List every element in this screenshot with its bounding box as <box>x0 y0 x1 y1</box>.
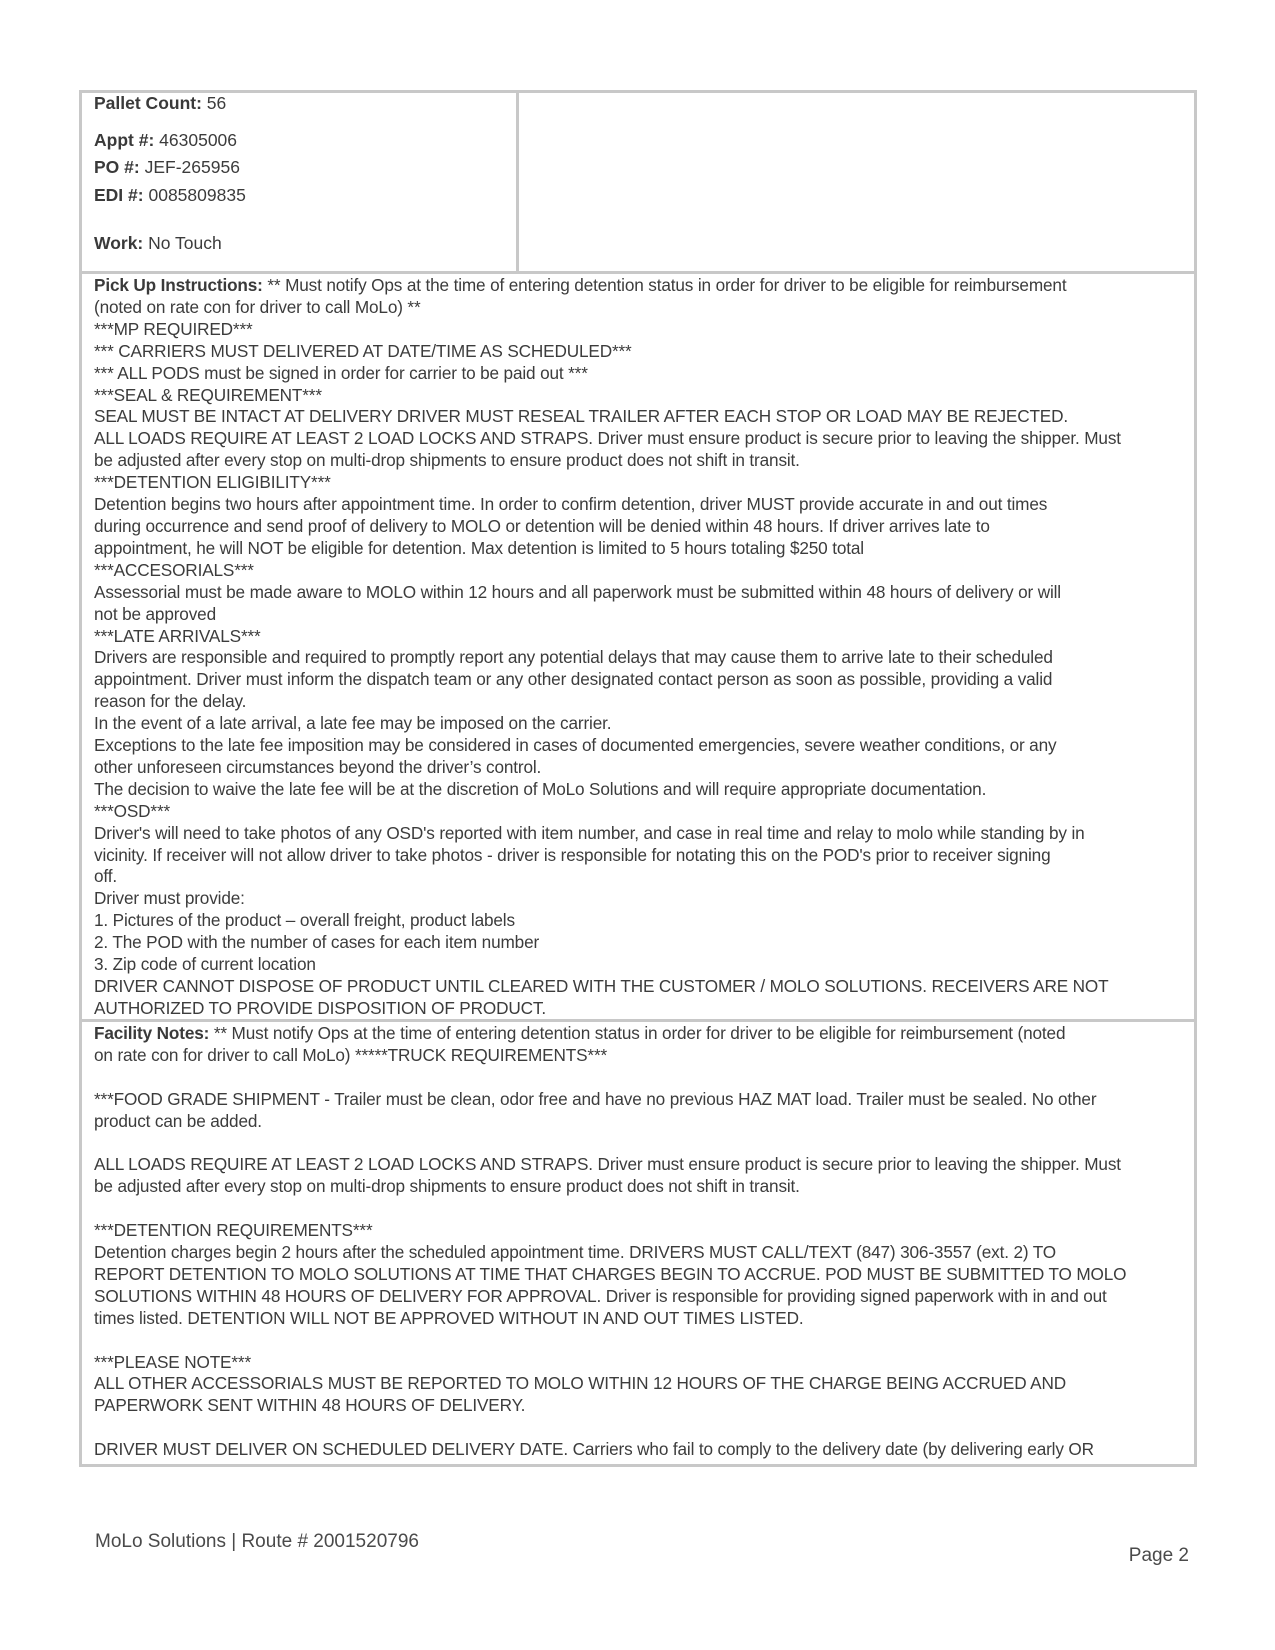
pickup-line: *** ALL PODS must be signed in order for carrier to be paid out *** <box>94 362 588 383</box>
pickup-line: Driver's will need to take photos of any OSD's reported with item number, and case in real time and relay to molo while standing by in <box>94 822 1085 843</box>
work-label: Work: <box>94 233 144 253</box>
pickup-line: not be approved <box>94 603 216 624</box>
pickup-lines <box>94 297 1190 1020</box>
work-type <box>94 233 222 254</box>
facility-line <box>94 1198 1190 1220</box>
facility-line: ***DETENTION REQUIREMENTS*** <box>94 1220 373 1241</box>
pickup-line: 3. Zip code of current location <box>94 954 316 975</box>
pickup-line: during occurrence and send proof of delivery to MOLO or detention will be denied within 48 hours. If driver arrives late to <box>94 515 990 536</box>
facility-line: ***FOOD GRADE SHIPMENT - Trailer must be clean, odor free and have no previous HAZ MAT load. Trailer must be sealed. No other <box>94 1088 1097 1109</box>
pickup-line: 1. Pictures of the product – overall freight, product labels <box>94 910 515 931</box>
load-details-table <box>79 90 1197 1467</box>
pickup-line: (noted on rate con for driver to call MoLo) ** <box>94 296 421 317</box>
pickup-line: ***DETENTION ELIGIBILITY*** <box>94 472 331 493</box>
pickup-line: 2. The POD with the number of cases for each item number <box>94 932 540 953</box>
appt-value: 46305006 <box>159 130 238 150</box>
po-number <box>94 157 240 178</box>
footer-route: MoLo Solutions | Route # 2001520796 <box>95 1531 419 1552</box>
pickup-line: Drivers are responsible and required to promptly report any potential delays that may cause them to arrive late to their scheduled <box>94 647 1053 668</box>
facility-lines <box>94 1045 1190 1461</box>
edi-label: EDI #: <box>94 185 144 205</box>
pickup-line: appointment. Driver must inform the dispatch team or any other designated contact person as soon as possible, providing a valid <box>94 669 1053 690</box>
pickup-line: ***SEAL & REQUIREMENT*** <box>94 384 322 405</box>
empty-cell <box>519 93 1194 271</box>
facility-line <box>94 1133 1190 1155</box>
facility-line <box>94 1330 1190 1352</box>
pickup-line: ALL LOADS REQUIRE AT LEAST 2 LOAD LOCKS AND STRAPS. Driver must ensure product is secure prior to leaving the shipper. Must <box>94 428 1121 449</box>
facility-line: on rate con for driver to call MoLo) *****TRUCK REQUIREMENTS*** <box>94 1044 608 1065</box>
facility-line: PAPERWORK SENT WITHIN 48 HOURS OF DELIVERY. <box>94 1395 526 1416</box>
pallet-count-label: Pallet Count: <box>94 93 202 113</box>
facility-first-text: ** Must notify Ops at the time of entering detention status in order for driver to be eligible for reimbursement (noted <box>209 1023 1066 1043</box>
facility-line: SOLUTIONS WITHIN 48 HOURS OF DELIVERY FOR APPROVAL. Driver is responsible for providing signed paperwork with in and out <box>94 1285 1107 1306</box>
pallet-count <box>94 93 226 114</box>
pickup-line: ***MP REQUIRED*** <box>94 318 253 339</box>
facility-line: REPORT DETENTION TO MOLO SOLUTIONS AT TIME THAT CHARGES BEGIN TO ACCRUE. POD MUST BE SUBMITTED TO MOLO <box>94 1263 1127 1284</box>
pickup-line: vicinity. If receiver will not allow driver to take photos - driver is responsible for notating this on the POD's prior to receiver signing <box>94 844 1051 865</box>
pickup-line: DRIVER CANNOT DISPOSE OF PRODUCT UNTIL CLEARED WITH THE CUSTOMER / MOLO SOLUTIONS. RECEIVERS ARE NOT <box>94 976 1109 996</box>
pickup-line: be adjusted after every stop on multi-drop shipments to ensure product does not shift in transit. <box>94 450 800 471</box>
pickup-line: AUTHORIZED TO PROVIDE DISPOSITION OF PRODUCT. <box>94 997 546 1018</box>
po-value: JEF-265956 <box>144 157 240 177</box>
work-value: No Touch <box>148 233 222 253</box>
pickup-line: SEAL MUST BE INTACT AT DELIVERY DRIVER MUST RESEAL TRAILER AFTER EACH STOP OR LOAD MAY BE REJECTED. <box>94 406 1069 427</box>
pickup-line: appointment, he will NOT be eligible for detention. Max detention is limited to 5 hours totaling $250 total <box>94 537 864 558</box>
pickup-line: Driver must provide: <box>94 888 245 909</box>
facility-line: DRIVER MUST DELIVER ON SCHEDULED DELIVERY DATE. Carriers who fail to comply to the delivery date (by delivering early OR <box>94 1439 1094 1460</box>
facility-line: ***PLEASE NOTE*** <box>94 1351 251 1372</box>
pickup-line: off. <box>94 866 117 887</box>
facility-notes <box>82 1022 1194 1464</box>
pickup-line: Detention begins two hours after appointment time. In order to confirm detention, driver MUST provide accurate in and out times <box>94 494 1048 515</box>
reference-cell <box>82 93 519 271</box>
pickup-line: reason for the delay. <box>94 691 247 712</box>
facility-line: ALL LOADS REQUIRE AT LEAST 2 LOAD LOCKS AND STRAPS. Driver must ensure product is secure prior to leaving the shipper. Must <box>94 1154 1121 1175</box>
facility-line: Detention charges begin 2 hours after the scheduled appointment time. DRIVERS MUST CALL/TEXT (847) 306-3557 (ext. 2) TO <box>94 1242 1057 1263</box>
appt-label: Appt #: <box>94 130 155 150</box>
facility-first-line <box>94 1023 1190 1045</box>
facility-line <box>94 1417 1190 1439</box>
pickup-line: other unforeseen circumstances beyond the driver’s control. <box>94 756 542 777</box>
page-number: Page 2 <box>1128 1545 1189 1566</box>
facility-line: product can be added. <box>94 1110 262 1131</box>
pickup-first-line <box>94 275 1190 297</box>
pickup-line: The decision to waive the late fee will be at the discretion of MoLo Solutions and will require appropriate documentation. <box>94 778 987 799</box>
pickup-label: Pick Up Instructions: <box>94 275 263 295</box>
pickup-line: ***ACCESORIALS*** <box>94 559 254 580</box>
facility-label: Facility Notes: <box>94 1023 210 1043</box>
reference-row <box>82 93 1194 274</box>
pickup-line: ***OSD*** <box>94 800 171 821</box>
pickup-line: Exceptions to the late fee imposition may be considered in cases of documented emergencies, severe weather conditions, or any <box>94 735 1057 756</box>
pickup-line: Assessorial must be made aware to MOLO within 12 hours and all paperwork must be submitted within 48 hours of delivery or will <box>94 581 1061 602</box>
pickup-line: *** CARRIERS MUST DELIVERED AT DATE/TIME AS SCHEDULED*** <box>94 340 632 361</box>
po-label: PO #: <box>94 157 140 177</box>
pickup-line: ***LATE ARRIVALS*** <box>94 625 261 646</box>
facility-line <box>94 1067 1190 1089</box>
appt-number <box>94 130 237 151</box>
facility-line: times listed. DETENTION WILL NOT BE APPROVED WITHOUT IN AND OUT TIMES LISTED. <box>94 1307 804 1328</box>
pickup-instructions <box>82 274 1194 1022</box>
edi-number <box>94 185 246 206</box>
facility-line: be adjusted after every stop on multi-drop shipments to ensure product does not shift in transit. <box>94 1176 800 1197</box>
edi-value: 0085809835 <box>148 185 246 205</box>
pickup-first-text: ** Must notify Ops at the time of entering detention status in order for driver to be eligible for reimbursement <box>262 275 1067 295</box>
pallet-count-value: 56 <box>206 93 227 113</box>
facility-line: ALL OTHER ACCESSORIALS MUST BE REPORTED TO MOLO WITHIN 12 HOURS OF THE CHARGE BEING ACCRUED AND <box>94 1373 1066 1394</box>
pickup-line: In the event of a late arrival, a late fee may be imposed on the carrier. <box>94 713 612 734</box>
